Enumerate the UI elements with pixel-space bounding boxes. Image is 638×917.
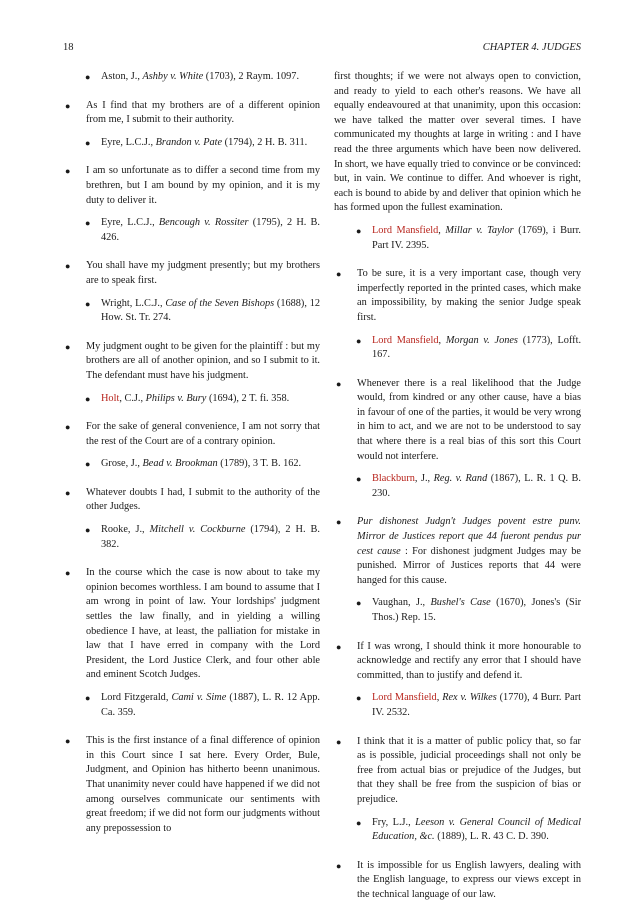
quote-text: first thoughts; if we were not always open to conviction, and ready to yield to each other's reasons. We have all equally endeavoured at that unanimity, upon this occasion: we have talked the matter over several times. I have communicated my thoughts at large in writing : and I have read the three arguments which have been now delivered. In short, we have equally tried to convince or be convinced: but, in vain. We continue to differ. And whoever is right, each is bound to abide by and deliver that opinion which he has formed upon the fullest examination. — [334, 71, 581, 214]
citation-ref: (1703), 2 Raym. 1097. — [205, 71, 300, 82]
quote-text-italic: Pur dishonest Judgn't Judges povent estre punv. Mirror de Justices report que 44 fueront pendus pur cest cause — [357, 516, 581, 557]
citation-ref: (1694), 2 T. fi. 358. — [208, 392, 290, 404]
citation — [63, 392, 320, 407]
bullet-icon: ● — [85, 72, 91, 82]
citation-case: Case of the Seven Bishops — [165, 297, 275, 309]
citation-judge: Aston, J., — [101, 71, 140, 82]
citation — [63, 691, 320, 720]
citation-case: Reg. v. Rand — [433, 473, 488, 485]
quote-text: To be sure, it is a very important case, though very imperfectly reported in the printed cases, which make an impossibility, by making the senior Judge speak first. — [357, 268, 581, 323]
citation-case: Mitchell v. Cockburne — [149, 524, 246, 536]
citation-ref: (1887), L. R. 12 App. Ca. 359. — [101, 692, 320, 718]
citation-judge-link[interactable]: Lord Mansfield — [372, 224, 439, 236]
citation-judge: Vaughan, J., — [372, 597, 426, 609]
bullet-icon: ● — [65, 736, 71, 747]
bullet-icon: ● — [85, 525, 91, 536]
citation-judge-link[interactable]: Lord Mansfield — [372, 334, 439, 346]
citation-case: Millar v. Taylor — [445, 224, 514, 236]
bullet-icon: ● — [336, 641, 342, 652]
quote-item — [334, 735, 581, 808]
quote-item — [63, 486, 320, 515]
quote-item — [63, 99, 320, 128]
bullet-icon: ● — [336, 378, 342, 389]
citation-judge: Rooke, J., — [101, 524, 145, 536]
citation-ref: (1867), L. R. 1 Q. B. 230. — [372, 473, 581, 499]
running-header — [0, 42, 638, 56]
citation — [334, 224, 581, 253]
citation-ref: (1769), i Burr. Part IV. 2395. — [372, 224, 582, 251]
citation — [63, 136, 320, 151]
citation — [63, 70, 320, 85]
citation-judge-suffix: , — [438, 224, 441, 236]
quote-item — [334, 377, 581, 465]
quote-text: : For dishonest judgment Judges may be punished. Mirror of Justices reports that 44 were hanged for this cause. — [357, 545, 581, 586]
citation-case: Brandon v. Pate — [155, 136, 223, 148]
quote-text: My judgment ought to be given for the plaintiff : but my brothers are all of another opinion, and so I submit to it. The defendant must have his judgment. — [86, 340, 320, 381]
citation-case: Bushel's Case — [430, 597, 491, 609]
bullet-icon: ● — [356, 817, 362, 828]
citation — [63, 523, 320, 552]
citation-case: Morgan v. Jones — [445, 334, 518, 346]
quote-text: This is the first instance of a final difference of opinion in this Court since I sat here. Every Order, Bule, Judgment, and Opinion has hitherto beenn unanimous. That unanimity never could have happened if we did not among ourselves communicate our sentiments with great freedom; if we did not form our judgments without any prepossession to — [86, 735, 320, 834]
bullet-icon: ● — [85, 693, 91, 703]
quote-item — [63, 420, 320, 449]
bullet-icon: ● — [65, 100, 71, 111]
bullet-icon: ● — [336, 517, 342, 528]
quote-text: You shall have my judgment presently; but my brothers are to speak first. — [86, 260, 320, 286]
bullet-icon: ● — [85, 459, 91, 470]
bullet-icon: ● — [85, 393, 91, 404]
citation-judge: Fry, L.J., — [372, 816, 411, 828]
citation-ref: (1770), 4 Burr. Part IV. 2532. — [372, 692, 582, 718]
bullet-icon: ● — [65, 422, 71, 433]
citation-ref: (1889), L. R. 43 C. D. 390. — [437, 831, 549, 843]
citation-judge: Lord Fitzgerald, — [101, 692, 169, 703]
citation-ref: (1794), 2 H. B. 311. — [224, 136, 308, 148]
chapter-title: CHAPTER 4. JUDGES — [482, 42, 581, 53]
quote-item — [63, 259, 320, 288]
citation-case: Rex v. Wilkes — [442, 692, 497, 704]
citation-case: Bencough v. Rossiter — [158, 217, 249, 229]
citation — [63, 297, 320, 326]
quote-continuation — [334, 70, 581, 216]
bullet-icon: ● — [336, 860, 342, 871]
citation — [334, 816, 581, 845]
quote-item — [63, 340, 320, 384]
bullet-icon: ● — [65, 341, 71, 352]
quote-text: Whenever there is a real likelihood that the Judge would, from kindred or any other cause, have a bias in favour of one of the parties, it would be very wrong in him to act, and we are not to be understood to say that where there is a real bias of this sort this Court would not interfere. — [357, 377, 581, 462]
bullet-icon: ● — [85, 218, 91, 229]
citation — [334, 596, 581, 625]
quote-text: As I find that my brothers are of a different opinion from me, I submit to their authority. — [86, 99, 320, 126]
page-number: 18 — [63, 42, 74, 53]
bullet-icon: ● — [65, 261, 71, 272]
citation-judge: Eyre, L.C.J., — [101, 217, 155, 229]
bullet-icon: ● — [65, 487, 71, 498]
bullet-icon: ● — [336, 269, 342, 280]
citation-case: Ashby v. White — [142, 71, 204, 82]
citation-case: Leeson v. General Council of Medical Education, &c. — [372, 816, 582, 843]
citation-ref: (1670), Jones's (Sir Thos.) Rep. 15. — [372, 597, 582, 623]
bullet-icon: ● — [356, 693, 362, 704]
citation-ref: (1795), 2 H. B. 426. — [101, 217, 320, 243]
citation-judge-suffix: , C.J., — [119, 392, 144, 404]
citation-judge-suffix: , — [438, 334, 442, 346]
quote-text: If I was wrong, I should think it more honourable to acknowledge and rectify any error that I should have committed, than to justify and defend it. — [357, 640, 581, 681]
citation-judge-link[interactable]: Lord Mansfield — [372, 692, 437, 704]
right-column — [334, 70, 581, 917]
bullet-icon: ● — [85, 137, 91, 148]
citation-judge: Grose, J., — [101, 458, 140, 470]
quote-item — [334, 640, 581, 684]
quote-text: It is impossible for us English lawyers, dealing with the English language, to express our views except in the technical language of our law. — [357, 859, 581, 900]
bullet-icon: ● — [65, 166, 71, 177]
citation-judge-link[interactable]: Holt — [101, 392, 120, 404]
bullet-icon: ● — [356, 474, 362, 485]
quote-item — [334, 515, 581, 588]
citation — [334, 334, 581, 363]
quote-item — [63, 734, 320, 836]
citation-judge-suffix: , J., — [414, 473, 431, 485]
citation-case: Cami v. Sime — [171, 692, 227, 703]
citation-ref: (1789), 3 T. B. 162. — [220, 458, 302, 470]
quote-text: For the sake of general convenience, I am not sorry that the rest of the Court are of a contrary opinion. — [86, 421, 320, 447]
citation — [63, 457, 320, 472]
bullet-icon: ● — [336, 736, 342, 747]
quote-item — [63, 566, 320, 683]
citation-judge-link[interactable]: Blackburn — [372, 473, 415, 485]
citation — [334, 472, 581, 501]
citation-case: Philips v. Bury — [145, 392, 207, 404]
bullet-icon: ● — [356, 335, 362, 346]
citation-case: Bead v. Brookman — [142, 458, 218, 470]
bullet-icon: ● — [356, 225, 362, 236]
citation-judge-suffix: , — [436, 692, 440, 704]
bullet-icon: ● — [65, 568, 71, 579]
citation-ref: (1794), 2 H. B. 382. — [101, 524, 320, 550]
citation — [63, 216, 320, 245]
citation-ref: (1688), 12 How. St. Tr. 274. — [101, 297, 320, 324]
quote-text: I am so unfortunate as to differ a second time from my brethren, but I am bound by my opinion, and it is my duty to deliver it. — [86, 165, 320, 206]
citation-ref: (1773), Lofft. 167. — [372, 334, 582, 361]
quote-item — [63, 164, 320, 208]
bullet-icon: ● — [85, 298, 91, 309]
quote-item — [334, 267, 581, 325]
citation-judge: Wright, L.C.J., — [101, 297, 163, 309]
quote-item — [334, 859, 581, 903]
quote-text: In the course which the case is now about to take my opinion becomes worthless. I am bound to assume that I am wrong in point of law. Your lordships' judgment settles the law finally, and in yielding a willing obedience I have, at least, the palliation for mistake in law that I have erred in company with the Lord President, the Lord Justice Clerk, and four other able and eminent Scotch Judges. — [86, 567, 320, 681]
quote-text: Whatever doubts I had, I submit to the authority of the other Judges. — [86, 486, 320, 513]
bullet-icon: ● — [356, 598, 362, 609]
citation-judge: Eyre, L.C.J., — [101, 136, 154, 148]
quote-text: I think that it is a matter of public policy that, so far as is possible, judicial proceedings shall not only be free from actual bias or prejudice of the Judges, but that they shall be free from the suspicion of bias or prejudice. — [357, 735, 581, 805]
citation — [334, 691, 581, 720]
left-column — [63, 70, 320, 850]
